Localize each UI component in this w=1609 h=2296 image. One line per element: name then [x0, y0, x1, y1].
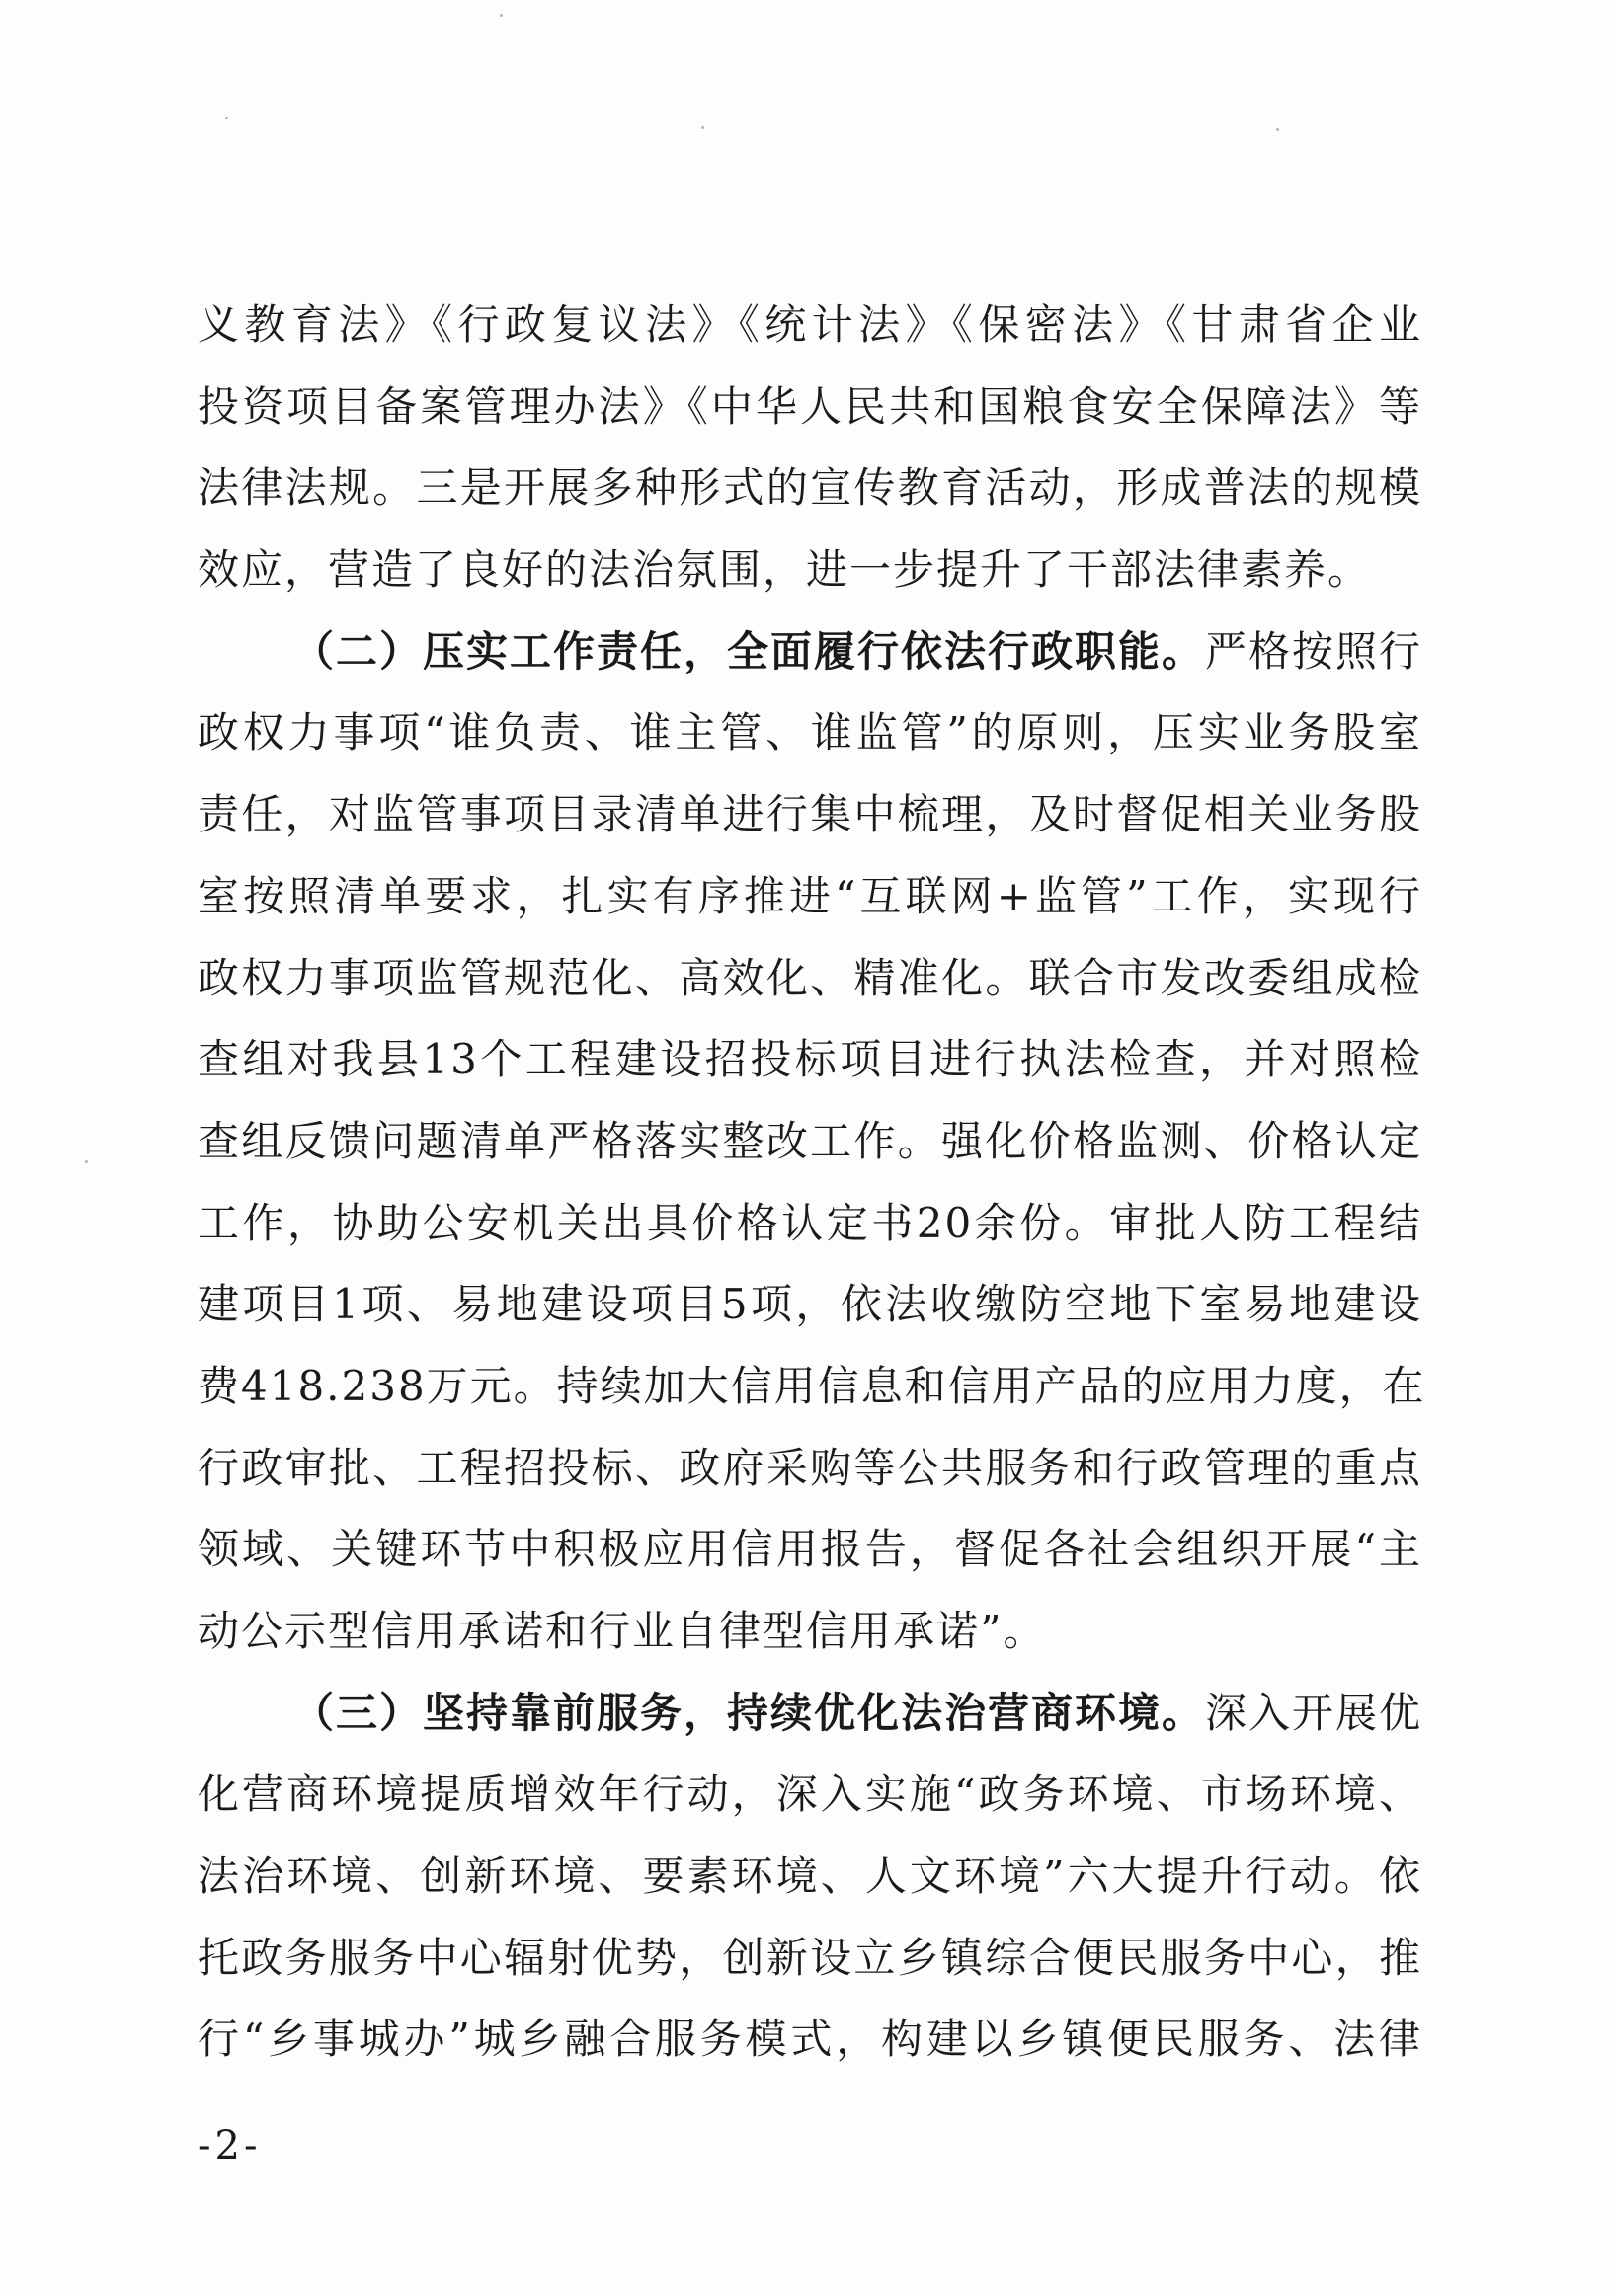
- text-line: 建项目1项、易地建设项目5项，依法收缴防空地下室易地建设: [198, 1280, 1422, 1329]
- paragraph-first-line: [198, 1673, 1422, 1755]
- text-line: 查组反馈问题清单严格落实整改工作。强化价格监测、价格认定: [198, 1116, 1422, 1165]
- text-line: 投资项目备案管理办法》《中华人民共和国粮食安全保障法》等: [198, 381, 1422, 431]
- scan-speck: [85, 1160, 88, 1163]
- text-line: 托政务服务中心辐射优势，创新设立乡镇综合便民服务中心，推: [198, 1933, 1422, 1982]
- text-line: 义教育法》《行政复议法》《统计法》《保密法》《甘肃省企业: [198, 300, 1422, 349]
- text-span: 深入开展优: [1205, 1688, 1423, 1737]
- text-line: 费418.238万元。持续加大信用信息和信用产品的应用力度，在: [198, 1361, 1426, 1410]
- text-line: 责任，对监管事项目录清单进行集中梳理，及时督促相关业务股: [198, 790, 1422, 839]
- text-line: 领域、关键环节中积极应用信用报告，督促各社会组织开展“主: [198, 1525, 1422, 1574]
- text-line: 化营商环境提质增效年行动，深入实施“政务环境、市场环境、: [198, 1770, 1422, 1819]
- text-line: 政权力事项监管规范化、高效化、精准化。联合市发改委组成检: [198, 953, 1422, 1002]
- scan-speck: [500, 14, 503, 17]
- text-line: 法治环境、创新环境、要素环境、人文环境”六大提升行动。依: [198, 1852, 1422, 1901]
- text-line: 行“乡事城办”城乡融合服务模式，构建以乡镇便民服务、法律: [198, 2015, 1422, 2064]
- text-line: 室按照清单要求，扎实有序推进“互联网+监管”工作，实现行: [198, 871, 1422, 920]
- body-text: [198, 284, 1426, 2081]
- section-heading: （三）坚持靠前服务，持续优化法治营商环境。: [292, 1688, 1206, 1737]
- scan-speck: [225, 117, 228, 119]
- text-line: 政权力事项“谁负责、谁主管、谁监管”的原则，压实业务股室: [198, 708, 1422, 757]
- text-span: 严格按照行: [1205, 626, 1423, 675]
- text-line: 法律法规。三是开展多种形式的宣传教育活动，形成普法的规模: [198, 463, 1422, 513]
- text-line: 工作，协助公安机关出具价格认定书20余份。审批人防工程结: [198, 1198, 1422, 1247]
- paragraph-first-line: [198, 611, 1422, 693]
- text-line: 动公示型信用承诺和行业自律型信用承诺”。: [198, 1607, 1047, 1655]
- scan-speck: [1276, 128, 1279, 131]
- text-line: 效应，营造了良好的法治氛围，进一步提升了干部法律素养。: [198, 545, 1372, 594]
- text-line: 行政审批、工程招投标、政府采购等公共服务和行政管理的重点: [198, 1443, 1422, 1492]
- scan-speck: [701, 126, 704, 129]
- text-line: 查组对我县13个工程建设招投标项目进行执法检查，并对照检: [198, 1035, 1422, 1084]
- section-heading: （二）压实工作责任，全面履行依法行政职能。: [292, 626, 1206, 675]
- page-number: -2-: [198, 2123, 262, 2169]
